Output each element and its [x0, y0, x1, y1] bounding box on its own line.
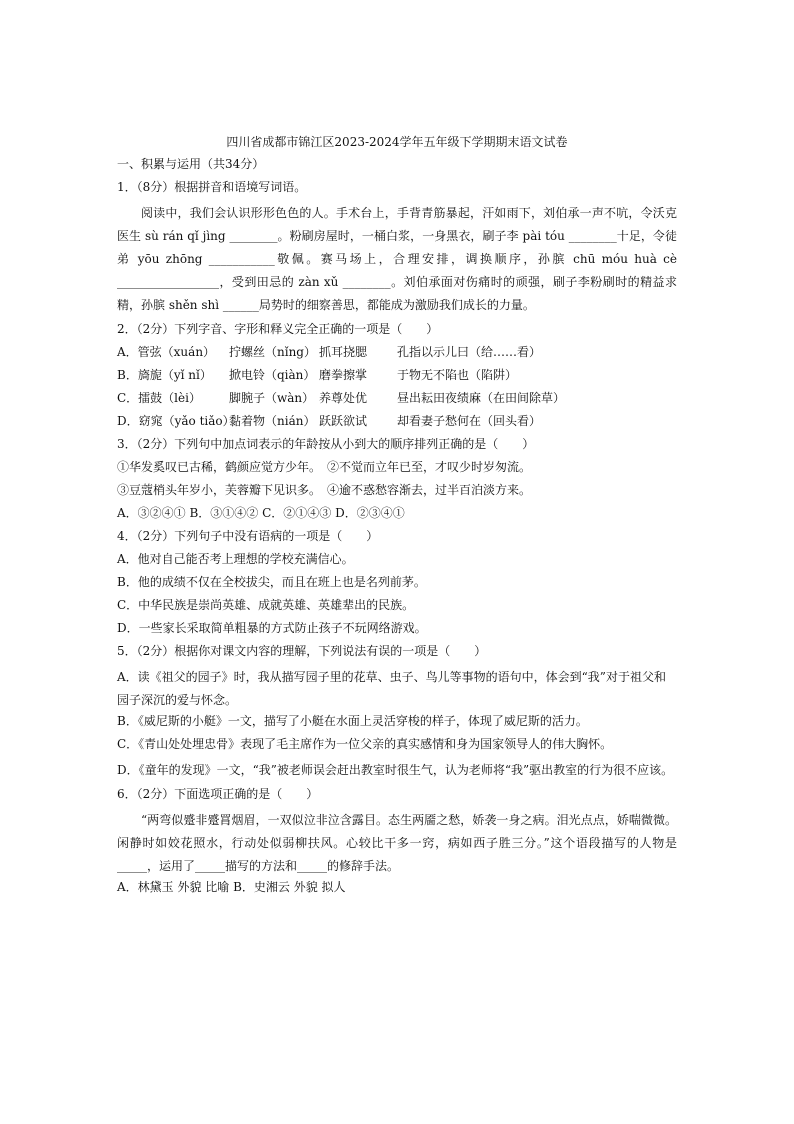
question-3-options[interactable]: A．③②④① B．③①④② C．②①④③ D．②③④① [117, 506, 405, 520]
question-4-option-d[interactable]: D．一些家长采取简单粗暴的方式防止孩子不玩网络游戏。 [117, 621, 427, 635]
page-title: 四川省成都市锦江区2023-2024学年五年级下学期期末语文试卷 [226, 135, 568, 149]
question-6-options[interactable]: A．林黛玉 外貌 比喻 B．史湘云 外貌 拟人 [117, 880, 346, 894]
question-6-passage: “两弯似蹙非蹙罥烟眉，一双似泣非泣含露目。态生两靥之愁，娇袭一身之病。泪光点点，娇喘微微。闲静时如姣花照水，行动处似弱柳扶风。心较比干多一窍，病如西子胜三分。”这个语段描写的人物是_____，运用了_____描写的方法和_____的修辞手法。 [117, 813, 677, 873]
question-1-stem: 1．（8分）根据拼音和语境写词语。 [117, 180, 307, 194]
option-cell: 抓耳挠腮 [319, 345, 368, 359]
option-cell: 磨拳擦掌 [319, 368, 368, 382]
option-cell: B．旖旎（yǐ nǐ） [117, 368, 212, 382]
question-4-stem: 4．（2分）下列句子中没有语病的一项是（ ） [117, 529, 379, 543]
option-cell: 于物无不陷也（陷阱） [397, 368, 518, 382]
option-cell: 掀电铃（qiàn） [229, 368, 316, 382]
option-cell: C．擂鼓（lèi） [117, 391, 201, 405]
option-cell: 养尊处优 [319, 391, 368, 405]
question-2-option-c[interactable] [117, 390, 677, 406]
option-cell: 黏着物（nián） [229, 414, 316, 428]
question-2-option-b[interactable] [117, 367, 677, 383]
question-5-option-b[interactable]: B．《威尼斯的小艇》一文，描写了小艇在水面上灵活穿梭的样子，体现了威尼斯的活力。 [117, 714, 588, 728]
question-4-option-c[interactable]: C．中华民族是崇尚英雄、成就英雄、英雄辈出的民族。 [117, 598, 415, 612]
question-2-option-a[interactable] [117, 344, 677, 360]
exam-page [117, 134, 677, 902]
question-3-line-2: ③豆蔻梢头年岁小，芙蓉瓣下见识多。 ④逾不惑愁容渐去，过半百泊淡方来。 [117, 483, 532, 497]
question-6-stem: 6．（2分）下面选项正确的是（ ） [117, 787, 319, 801]
question-1-passage: 阅读中，我们会认识形形色色的人。手术台上，手背青筋暴起，汗如雨下，刘伯承一声不吭，令沃克医生 sù rán qǐ jìng ________。粉刷房屋时，一桶白浆，一身黑衣，刷子李 pài tóu ________十足，令徒弟 yōu zhōng ___________敬佩。赛马场上，合理安排，调换顺序，孙膑 chū móu huà cè _________________，受到田忌的 zàn xǔ ________。刘伯承面对伤痛时的顽强，刷子李粉刷时的精益求精，孙膑 shěn shì ______局势时的细察善思，都能成为激励我们成长的力量。 [117, 206, 677, 312]
option-cell: 拧螺丝（nǐng） [229, 345, 316, 359]
question-2-stem: 2．（2分）下列字音、字形和释义完全正确的一项是（ ） [117, 322, 439, 336]
question-3-line-1: ①华发奚叹已古稀，鹤颜应觉方少年。 ②不觉而立年已至，才叹少时岁匆流。 [117, 460, 532, 474]
option-cell: 脚腕子（wàn） [229, 391, 315, 405]
option-cell: 跃跃欲试 [319, 414, 368, 428]
option-cell: 昼出耘田夜绩麻（在田间除草） [397, 391, 566, 405]
question-5-option-d[interactable]: D．《童年的发现》一文，“我”被老师误会赶出教室时很生气，认为老师将“我”驱出教室的行为很不应该。 [117, 763, 674, 777]
question-3-stem: 3．（2分）下列句中加点词表示的年龄按从小到大的顺序排列正确的是（ ） [117, 437, 535, 451]
question-5-option-c[interactable]: C．《青山处处埋忠骨》表现了毛主席作为一位父亲的真实感情和身为国家领导人的伟大胸怀。 [117, 737, 613, 751]
section-heading: 一、积累与运用（共34分） [117, 157, 265, 171]
question-2-option-d[interactable] [117, 413, 677, 429]
question-4-option-b[interactable]: B．他的成绩不仅在全校拔尖，而且在班上也是名列前茅。 [117, 575, 426, 589]
question-5-stem: 5．（2分）根据你对课文内容的理解，下列说法有误的一项是（ ） [117, 644, 487, 658]
option-cell: D．窈窕（yǎo tiǎo） [117, 414, 235, 428]
option-cell: 却看妻子愁何在（回头看） [397, 414, 542, 428]
question-5-option-a[interactable]: A．读《祖父的园子》时，我从描写园子里的花草、虫子、鸟儿等事物的语句中，体会到“我”对于祖父和园子深沉的爱与怀念。 [117, 670, 666, 707]
option-cell: A．管弦（xuán） [117, 345, 216, 359]
option-cell: 孔指以示儿曰（给……看） [397, 345, 542, 359]
question-4-option-a[interactable]: A．他对自己能否考上理想的学校充满信心。 [117, 552, 354, 566]
